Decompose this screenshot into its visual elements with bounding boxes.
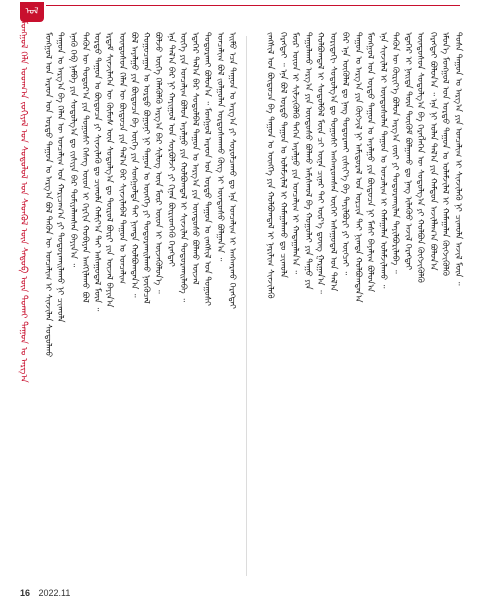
- text-line-content: ᠳᠠᠭᠤᠯᠠᠬᠤ ᠠᠷᠭ᠎ᠠ ᠶᠢᠨ ᠦᠨᠳᠦᠰᠦ ᠪᠣᠯᠬᠤ ᠠᠮᠢᠰᠬᠤᠯ ᠪᠠ ᠬᠣᠭᠣᠯᠠᠢ ᠶᠢᠨ ᠳᠠᠭᠤ ᠶᠢᠨ: [302, 32, 313, 290]
- text-line-content: ᠡᠨᠡᠬᠦ ᠬᠡᠪ ᠨᠠᠮᠪᠠ ᠶᠢᠨ ᠰᠤᠳᠤᠯᠭ᠎ᠠ ᠳᠤ ᠵᠢᠱᠢᠶᠡ ᠪᠠᠷ ᠲᠣᠮᠢᠶᠠᠯᠠᠭᠰᠠᠨ ᠪᠠᠶᠢᠨ᠎ᠠ ᠃: [67, 32, 78, 268]
- text-line-content: ᠡᠢᠮᠦ ᠡᠴᠡ ᠳᠠᠭᠤᠨ ᠤ ᠠᠷᠭ᠎ᠠ ᠶᠢ ᠰᠤᠷᠤᠯᠴᠠᠬᠤ ᠳᠤ ᠡᠨᠡ ᠣᠨᠴᠠᠯᠢᠭ ᠢ ᠠᠩᠬᠠᠷᠬᠤ ᠬᠡᠷᠡᠭᠲᠡᠶ: [226, 32, 237, 309]
- text-line-content: ᠪᠠᠷ ᠡᠨᠡ ᠥᠭᠦᠯᠡᠯ ᠳᠤ ᠨᠡᠩ ᠲᠣᠳᠤᠷᠬᠠᠢ ᠵᠢᠱᠢᠶ᠎ᠡ ᠪᠠ ᠲᠠᠶᠢᠯᠪᠤᠷᠢ ᠶᠢ ᠥᠭᠴᠡᠢ ᠃: [340, 32, 350, 276]
- text-line-content: ᠵᠠᠩᠰᠢᠯ ᠤᠨ ᠪᠦᠲᠦᠴᠡ ᠪᠠ ᠳᠠᠭᠤᠨ ᠤ ᠥᠩᠭᠡ ᠶᠢᠨ ᠬᠣᠯᠪᠣᠭᠳᠠᠯ ᠢ ᠨᠠᠷᠢᠯᠢᠭ ᠰᠢᠨᠵᠢᠯᠡᠬᠦ: [265, 32, 275, 299]
- text-line-content: ᠬᠤᠭᠤᠴᠠᠭᠠᠨ ᠤ ᠤᠷᠲᠤ ᠪᠣᠭᠣᠨᠢ ᠨᠢ ᠳᠠᠭᠤᠨ ᠤ ᠥᠩᠭᠡ ᠶᠢ ᠲᠣᠳᠤᠷᠬᠠᠢᠯᠠᠬᠤ ᠨᠥᠬᠦᠴᠡᠯ: [141, 32, 151, 304]
- text-line-content: ᠦᠨᠳᠦᠰᠦᠨ ᠰᠤᠳᠤᠯᠭ᠎ᠠ ᠪᠠ ᠬᠡᠷᠡᠭᠯᠡᠭᠡᠨ ᠦ ᠰᠤᠳᠤᠯᠭ᠎ᠠ ᠶᠢ ᠬᠣᠯᠪᠣᠨ ᠬᠥᠭᠵᠢᠭᠦᠯᠬᠦ: [415, 32, 425, 283]
- running-header: [20, 20, 34, 580]
- text-line: [224, 32, 240, 580]
- text-line-content: ᠬᠡᠷᠡᠭᠲᠡᠶ ᠃ ᠡᠨᠡ ᠪᠣᠯ ᠤᠷᠲᠤ ᠳᠠᠭᠤᠨ ᠤ ᠤᠯᠠᠮᠵᠢᠯᠠᠯ ᠢ ᠬᠠᠮᠠᠭᠠᠯᠠᠬᠤ ᠳᠤ ᠴᠢᠬᠤᠯᠠ: [277, 32, 288, 278]
- text-line-content: ᠡᠨᠡ ᠲᠠᠯ᠎ᠠ ᠪᠠᠷ ᠨᠢ ᠬᠠᠶᠢᠭᠤᠯ ᠤᠨ ᠰᠤᠷᠪᠤᠯᠵᠢ ᠶᠢ ᠬᠢᠨᠠᠨ ᠪᠦᠷᠢᠳᠭᠡᠬᠦ ᠬᠡᠷᠡᠭᠲᠡᠶ: [165, 32, 176, 267]
- running-header-text: ᠮᠣᠩᠭᠣᠯ ᠬᠡᠯᠡ ᠤᠳᠬ᠎ᠠ ᠵᠣᠬᠢᠶᠠᠯ ᠤᠨ ᠰᠤᠳᠤᠯᠤᠯ ᠤᠨ ᠰᠡᠳᠬᠦᠯ ᠦᠨ ᠰᠡᠳᠦᠪ ᠦᠨ ᠲᠤᠬᠠᠢ ᠳᠠᠭᠤᠨ ᠤ ᠠᠷᠭ᠎ᠠ: [18, 20, 28, 383]
- text-line-content: ᠮᠣᠩᠭᠣᠯ ᠤᠨ ᠤᠷᠲᠤ ᠳᠠᠭᠤᠨ ᠤ ᠠᠶᠠᠯᠭᠤ ᠶᠢᠨ ᠪᠦᠲᠦᠴᠡ ᠨᠢ ᠮᠠᠰᠢ ᠪᠠᠶᠠᠯᠢᠭ ᠪᠣᠯᠤᠨ᠎ᠠ: [365, 32, 375, 292]
- page-tab: ᠤᠯ: [20, 2, 44, 22]
- text-line-content: ᠲᠣᠳᠤᠷᠬᠠᠢ ᠪᠣᠯᠤᠨ᠎ᠠ ᠃ ᠮᠣᠩᠭᠣᠯ ᠠᠷᠠᠳ ᠤᠨ ᠤᠷᠲᠤ ᠳᠠᠭᠤᠨ ᠤ ᠵᠠᠩᠰᠢᠯ ᠤᠨ ᠲᠤᠭᠤᠰᠢ: [202, 32, 213, 306]
- text-line-content: ᠪᠣᠯᠵᠤ ᠦᠭᠡ ᠬᠡᠯᠡᠭᠦᠯᠬᠦ ᠠᠷᠭ᠎ᠠ ᠪᠠᠷ ᠰᠢᠯᠦᠭ ᠦᠨ ᠮᠥᠷ ᠦᠳ ᠢ ᠦᠵᠡᠭᠦᠯᠦᠨ᠎ᠡ ᠃: [153, 32, 164, 294]
- text-line-content: ᠲᠤᠰᠠ ᠳᠠᠭᠤᠨ ᠤ ᠠᠷᠭ᠎ᠠ ᠶᠢᠨ ᠣᠨᠴᠠᠯᠢᠭ ᠢ ᠰᠢᠨᠵᠢᠯᠡᠬᠦ ᠨᠢ ᠴᠢᠬᠤᠯᠠ ᠠᠵᠢᠯ ᠮᠥᠨ ᠃: [452, 32, 463, 286]
- text-line-content: ᠲᠡᠭᠦᠨ ᠦ ᠬᠦᠷᠢᠶ᠎ᠡ ᠪᠣᠯᠤᠨ ᠠᠷᠭ᠎ᠠ ᠵᠦᠢ ᠶᠢ ᠲᠣᠳᠤᠷᠬᠠᠢᠯᠠᠨ ᠲᠠᠶᠢᠯᠪᠤᠷᠢᠯᠠᠪᠠ ᠃: [390, 32, 400, 274]
- text-column-left: [40, 32, 236, 580]
- top-rule: [46, 5, 460, 6]
- text-line-content: ᠡᠳᠡᠭᠡᠷ ᠢ ᠨᠡᠢᠲᠡ ᠳᠦᠨ ᠳᠦᠭᠦᠮ ᠪᠣᠯᠭᠠᠬᠤ ᠳᠤ ᠨᠡᠩ ᠢᠯᠡᠭᠦᠦ ᠠᠵᠢᠯ ᠬᠡᠷᠡᠭᠲᠡᠶ: [402, 32, 413, 270]
- text-line-content: ᠡᠳᠡᠭᠡᠷ ᠲᠠᠯ᠎ᠠ ᠪᠠᠷ ᠰᠤᠳᠤᠯᠪᠠᠯ ᠳᠠᠭᠤᠨ ᠤ ᠠᠷᠭ᠎ᠠ ᠶᠢᠨ ᠦᠨᠳᠦᠰᠦ ᠪᠣᠯᠬᠤ ᠦᠵᠡᠯ: [190, 32, 200, 285]
- text-line-content: ᠬᠣᠯᠪᠣᠭᠳᠠᠯ ᠢ ᠰᠤᠳᠤᠯᠪᠠᠯ ᠮᠥᠨ ᠴᠢ ᠦᠨᠡ ᠴᠢᠨᠠᠷ ᠲᠠᠶ ᠦᠷ᠎ᠡ ᠳ᠋ᠦᠩ ᠭᠠᠷᠭᠠᠨ᠎ᠠ ᠃: [315, 32, 325, 294]
- text-line-content: ᠮᠥᠷ ᠦᠳ ᠢ ᠰᠢᠯᠵᠢᠭᠦᠯᠬᠦ ᠳᠡᠭᠡᠨ ᠠᠶᠠᠯᠭᠤ ᠶᠢᠨ ᠣᠨᠴᠠᠯᠢᠭ ᠢ ᠬᠠᠳᠠᠭᠠᠯᠠᠨ᠎ᠠ ᠃: [290, 32, 300, 275]
- text-line-content: ᠡᠨᠡ ᠰᠢᠨᠵᠢᠯᠡᠯ ᠢ ᠦᠨᠳᠦᠰᠦᠯᠡᠨ ᠳᠠᠭᠤᠨ ᠤ ᠣᠨᠴᠠᠯᠢᠭ ᠢ ᠬᠠᠮᠠᠭᠠᠯᠠᠨ ᠤᠯᠠᠮᠵᠢᠯᠠᠬᠤ ᠃: [377, 32, 388, 289]
- text-line-content: ᠳᠠᠭᠤᠨ ᠤ ᠠᠷᠭ᠎ᠠ ᠶᠢᠨ ᠬᠥᠭᠵᠢᠯ ᠨᠢ ᠠᠮᠢᠳᠤᠷᠠᠯ ᠤᠨ ᠣᠷᠴᠢᠨ ᠲᠠᠶ ᠨᠢᠭᠲᠠ ᠬᠣᠯᠪᠣᠭᠳᠠᠨ᠎ᠠ: [352, 32, 363, 303]
- page-footer: [20, 588, 70, 598]
- text-line-content: ᠪᠣᠯ ᠠᠶᠠᠯᠭᠤ ᠶᠢᠨ ᠪᠦᠲᠦᠴᠡ ᠪᠠ ᠦᠭᠡ ᠶᠢᠨ ᠰᠣᠩᠭᠣᠯᠲᠠ ᠲᠠᠶ ᠨᠢᠭᠲᠠ ᠬᠣᠯᠪᠣᠭᠳᠠᠨ᠎ᠠ ᠃: [128, 32, 139, 298]
- text-line-content: ᠳᠠᠭᠤᠨ ᠤ ᠠᠷᠭ᠎ᠠ ᠪᠠ ᠬᠡᠯᠡᠨ ᠦ ᠣᠨᠴᠠᠯᠢᠭ ᠤᠨ ᠬᠠᠷᠢᠴᠠᠭ᠎ᠠ ᠶᠢ ᠲᠣᠳᠤᠷᠬᠠᠢᠯᠠᠬᠤ ᠨᠢ ᠴᠢᠬᠤᠯᠠ: [55, 32, 66, 323]
- text-line-content: ᠡᠮᠦᠨ᠎ᠡ ᠮᠣᠩᠭᠣᠯ ᠤᠨ ᠤᠷᠲᠤ ᠳᠠᠭᠤᠨ ᠤ ᠤᠯᠠᠮᠵᠢᠯᠠᠯ ᠢ ᠬᠠᠮᠠᠭᠠᠯᠠᠨ ᠬᠥᠭᠵᠢᠭᠦᠯᠬᠦ: [440, 32, 450, 277]
- text-line: [450, 32, 466, 580]
- text-line-content: ᠡᠷᠳᠡᠮ ᠰᠢᠨᠵᠢᠯᠡᠭᠡᠨ ᠦ ᠬᠦᠮᠦᠰ ᠦᠨ ᠰᠤᠳᠤᠯᠭ᠎ᠠ ᠳᠤ ᠲᠥᠷᠦᠯ ᠪᠦᠷᠢ ᠶᠢᠨ ᠦᠵᠡᠯ ᠪᠠᠶᠢᠨ᠎ᠠ: [104, 32, 115, 308]
- text-line-content: ᠤᠷᠲᠤ ᠳᠠᠭᠤᠨ ᠤ ᠪᠦᠲᠦᠴᠡ ᠶᠢ ᠰᠢᠨᠵᠢᠯᠡᠬᠦ ᠳᠤ ᠴᠢᠬᠤᠯᠠ ᠬᠠᠮᠢᠶ᠎ᠠ ᠲᠠᠶ ᠠᠰᠠᠭᠤᠳᠠᠯ ᠮᠥᠨ ᠃: [92, 32, 102, 312]
- issue-date: 2022.11: [38, 588, 71, 598]
- text-line-content: ᠦᠭᠡ ᠶᠢᠨ ᠣᠨᠴᠠᠯᠢᠭ ᠪᠣᠯᠤᠨ ᠠᠶᠠᠯᠭᠤ ᠶᠢᠨ ᠬᠣᠯᠪᠣᠭᠳᠠᠯ ᠢ ᠰᠢᠨᠵᠢᠯᠡᠨ ᠲᠣᠳᠤᠷᠬᠠᠢᠯᠠᠪᠠ ᠃: [177, 32, 188, 303]
- column-divider: [246, 36, 247, 576]
- text-line-content: ᠦᠨᠳᠦᠰᠦᠨ ᠬᠡᠯᠡᠨ ᠦ ᠪᠦᠲᠦᠴᠡ ᠶᠢᠨ ᠲᠠᠯ᠎ᠠ ᠪᠠᠷ ᠰᠢᠨᠵᠢᠯᠡᠪᠡᠯ ᠳᠠᠭᠤᠨ ᠤ ᠣᠨᠴᠠᠯᠢᠭ: [116, 32, 127, 285]
- text-line-content: ᠬᠡᠷᠡᠭᠲᠡᠶ ᠪᠣᠯᠤᠨ᠎ᠠ ᠃ ᠡᠨᠡ ᠨᠢ ᠣᠯᠠᠨ ᠲᠠᠯ᠎ᠠ ᠶᠢᠨ ᠬᠠᠮᠳᠤᠨ ᠠᠵᠢᠯᠯᠠᠭ᠎ᠠ ᠪᠣᠯᠤᠨ᠎ᠠ: [427, 32, 438, 271]
- text-line-content: ᠮᠣᠩᠭᠣᠯ ᠤᠨ ᠠᠷᠠᠳ ᠤᠨ ᠤᠷᠲᠤ ᠳᠠᠭᠤᠨ ᠤ ᠠᠷᠭ᠎ᠠ ᠪᠣᠯ ᠲᠡᠭᠦᠨ ᠦ ᠣᠨᠴᠠᠯᠢᠭ ᠢ ᠰᠢᠨᠵᠢᠯᠡᠨ ᠰᠤᠳᠤᠯᠬᠤ: [43, 32, 53, 358]
- page-number: 16: [20, 588, 31, 598]
- text-line-content: ᠣᠨᠴᠠᠯᠢᠭ ᠪᠣᠯ ᠵᠤᠯᠭᠤᠯᠠᠨ ᠤᠷᠲᠤᠰᠬᠠᠬᠤ ᠬᠦᠭ ᠢ ᠦᠨᠳᠦᠰᠦ ᠪᠣᠯᠭᠠᠨ᠎ᠠ ᠃: [214, 32, 225, 262]
- text-line-content: ᠤᠷᠢᠳᠠᠬᠢ ᠰᠤᠳᠤᠯᠭ᠎ᠠ ᠳᠤ ᠲᠤᠭᠤᠰᠢ ᠠᠩᠬᠠᠷᠤᠭᠰᠠᠨ ᠦᠭᠡᠢ ᠠᠰᠠᠭᠤᠳᠠᠯ ᠤᠨ ᠲᠠᠯ᠎ᠠ: [327, 32, 338, 292]
- text-column-right: [262, 32, 462, 580]
- text-line-content: ᠲᠡᠭᠦᠨ ᠦ ᠳᠣᠲᠣᠷ᠎ᠠ ᠶᠢᠨ ᠲᠤᠭᠤᠰᠢ ᠬᠡᠰᠡᠭ ᠦᠳ ᠢ ᠬᠡᠷᠬᠢᠨ ᠬᠤᠪᠢᠶᠠᠨ ᠠᠩᠭᠢᠯᠠᠬᠤ ᠪᠣᠯ: [79, 32, 90, 303]
